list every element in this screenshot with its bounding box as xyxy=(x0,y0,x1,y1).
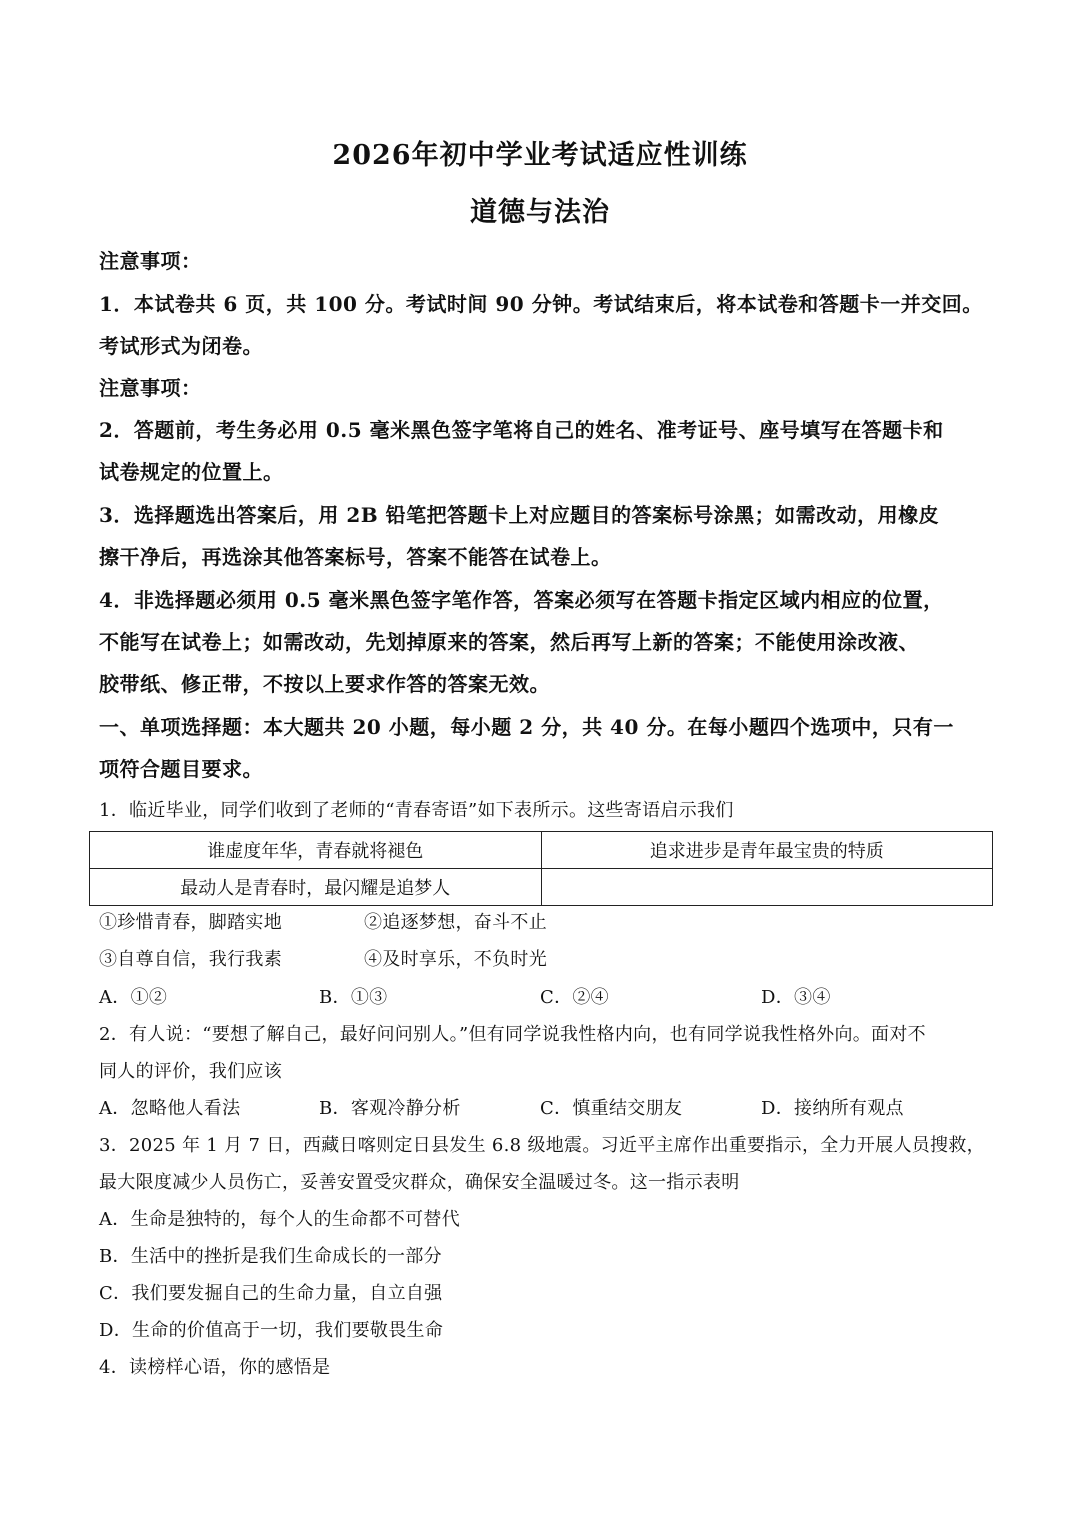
q2-option-b: B．客观冷静分析 xyxy=(319,1098,461,1119)
q1-statement-2: ②追逐梦想，奋斗不止 xyxy=(364,912,547,933)
q1-statement-4: ④及时享乐，不负时光 xyxy=(364,949,547,970)
note-1-line-2: 考试形式为闭卷。 xyxy=(99,334,263,358)
q1-table-cell xyxy=(541,869,993,906)
q1-table-cell: 谁虚度年华，青春就将褪色 xyxy=(90,832,542,869)
q1-statement-3: ③自尊自信，我行我素 xyxy=(99,949,282,970)
q3-option-d: D．生命的价值高于一切，我们要敬畏生命 xyxy=(99,1320,444,1341)
q1-option-b: B．①③ xyxy=(319,987,388,1008)
q2-stem-line-2: 同人的评价，我们应该 xyxy=(99,1061,282,1082)
q3-stem-line-2: 最大限度减少人员伤亡，妥善安置受灾群众，确保安全温暖过冬。这一指示表明 xyxy=(99,1172,740,1193)
q1-table-cell: 最动人是青春时，最闪耀是追梦人 xyxy=(90,869,542,906)
q3-option-a: A．生命是独特的，每个人的生命都不可替代 xyxy=(99,1209,460,1230)
q4-stem: 4．读榜样心语，你的感悟是 xyxy=(99,1357,331,1378)
note-4-line-2: 不能写在试卷上；如需改动，先划掉原来的答案，然后再写上新的答案；不能使用涂改液、 xyxy=(99,630,919,654)
note-1-line-1: 1．本试卷共 6 页，共 100 分。考试时间 90 分钟。考试结束后，将本试卷和答题卡一并交回。 xyxy=(99,292,983,316)
note-2-line-2: 试卷规定的位置上。 xyxy=(99,460,284,484)
q1-table xyxy=(89,831,993,906)
q1-option-c: C．②④ xyxy=(540,987,609,1008)
note-4-line-1: 4．非选择题必须用 0.5 毫米黑色签字笔作答，答案必须写在答题卡指定区域内相应的位置， xyxy=(99,588,944,612)
q1-table-row xyxy=(90,869,993,906)
section-1-line-1: 一、单项选择题：本大题共 20 小题，每小题 2 分，共 40 分。在每小题四个选项中，只有一 xyxy=(99,715,954,739)
q2-option-a: A．忽略他人看法 xyxy=(99,1098,241,1119)
q1-table-cell: 追求进步是青年最宝贵的特质 xyxy=(541,832,993,869)
note-2-line-1: 2．答题前，考生务必用 0.5 毫米黑色签字笔将自己的姓名、准考证号、座号填写在答题卡和 xyxy=(99,418,944,442)
exam-subject: 道德与法治 xyxy=(470,197,610,228)
q2-stem-line-1: 2．有人说：“要想了解自己，最好问问别人。”但有同学说我性格内向，也有同学说我性格外向。面对不 xyxy=(99,1024,926,1045)
note-3-line-2: 擦干净后，再选涂其他答案标号，答案不能答在试卷上。 xyxy=(99,545,612,569)
q3-option-c: C．我们要发掘自己的生命力量，自立自强 xyxy=(99,1283,443,1304)
q1-option-a: A．①② xyxy=(99,987,168,1008)
q1-statement-1: ①珍惜青春，脚踏实地 xyxy=(99,912,282,933)
q2-option-d: D．接纳所有观点 xyxy=(761,1098,904,1119)
exam-title: 2026年初中学业考试适应性训练 xyxy=(332,140,748,171)
note-3-line-1: 3．选择题选出答案后，用 2B 铅笔把答题卡上对应题目的答案标号涂黑；如需改动，用橡皮 xyxy=(99,503,940,527)
note-4-line-3: 胶带纸、修正带，不按以上要求作答的答案无效。 xyxy=(99,672,550,696)
q2-option-c: C．慎重结交朋友 xyxy=(540,1098,683,1119)
q1-stem: 1．临近毕业，同学们收到了老师的“青春寄语”如下表所示。这些寄语启示我们 xyxy=(99,800,734,821)
q3-option-b: B．生活中的挫折是我们生命成长的一部分 xyxy=(99,1246,442,1267)
q1-table-row xyxy=(90,832,993,869)
notes-heading-1: 注意事项： xyxy=(99,249,202,273)
q1-option-d: D．③④ xyxy=(761,987,831,1008)
q3-stem-line-1: 3．2025 年 1 月 7 日，西藏日喀则定日县发生 6.8 级地震。习近平主席作出重要指示，全力开展人员搜救， xyxy=(99,1135,985,1156)
notes-heading-2: 注意事项： xyxy=(99,376,202,400)
section-1-line-2: 项符合题目要求。 xyxy=(99,757,263,781)
